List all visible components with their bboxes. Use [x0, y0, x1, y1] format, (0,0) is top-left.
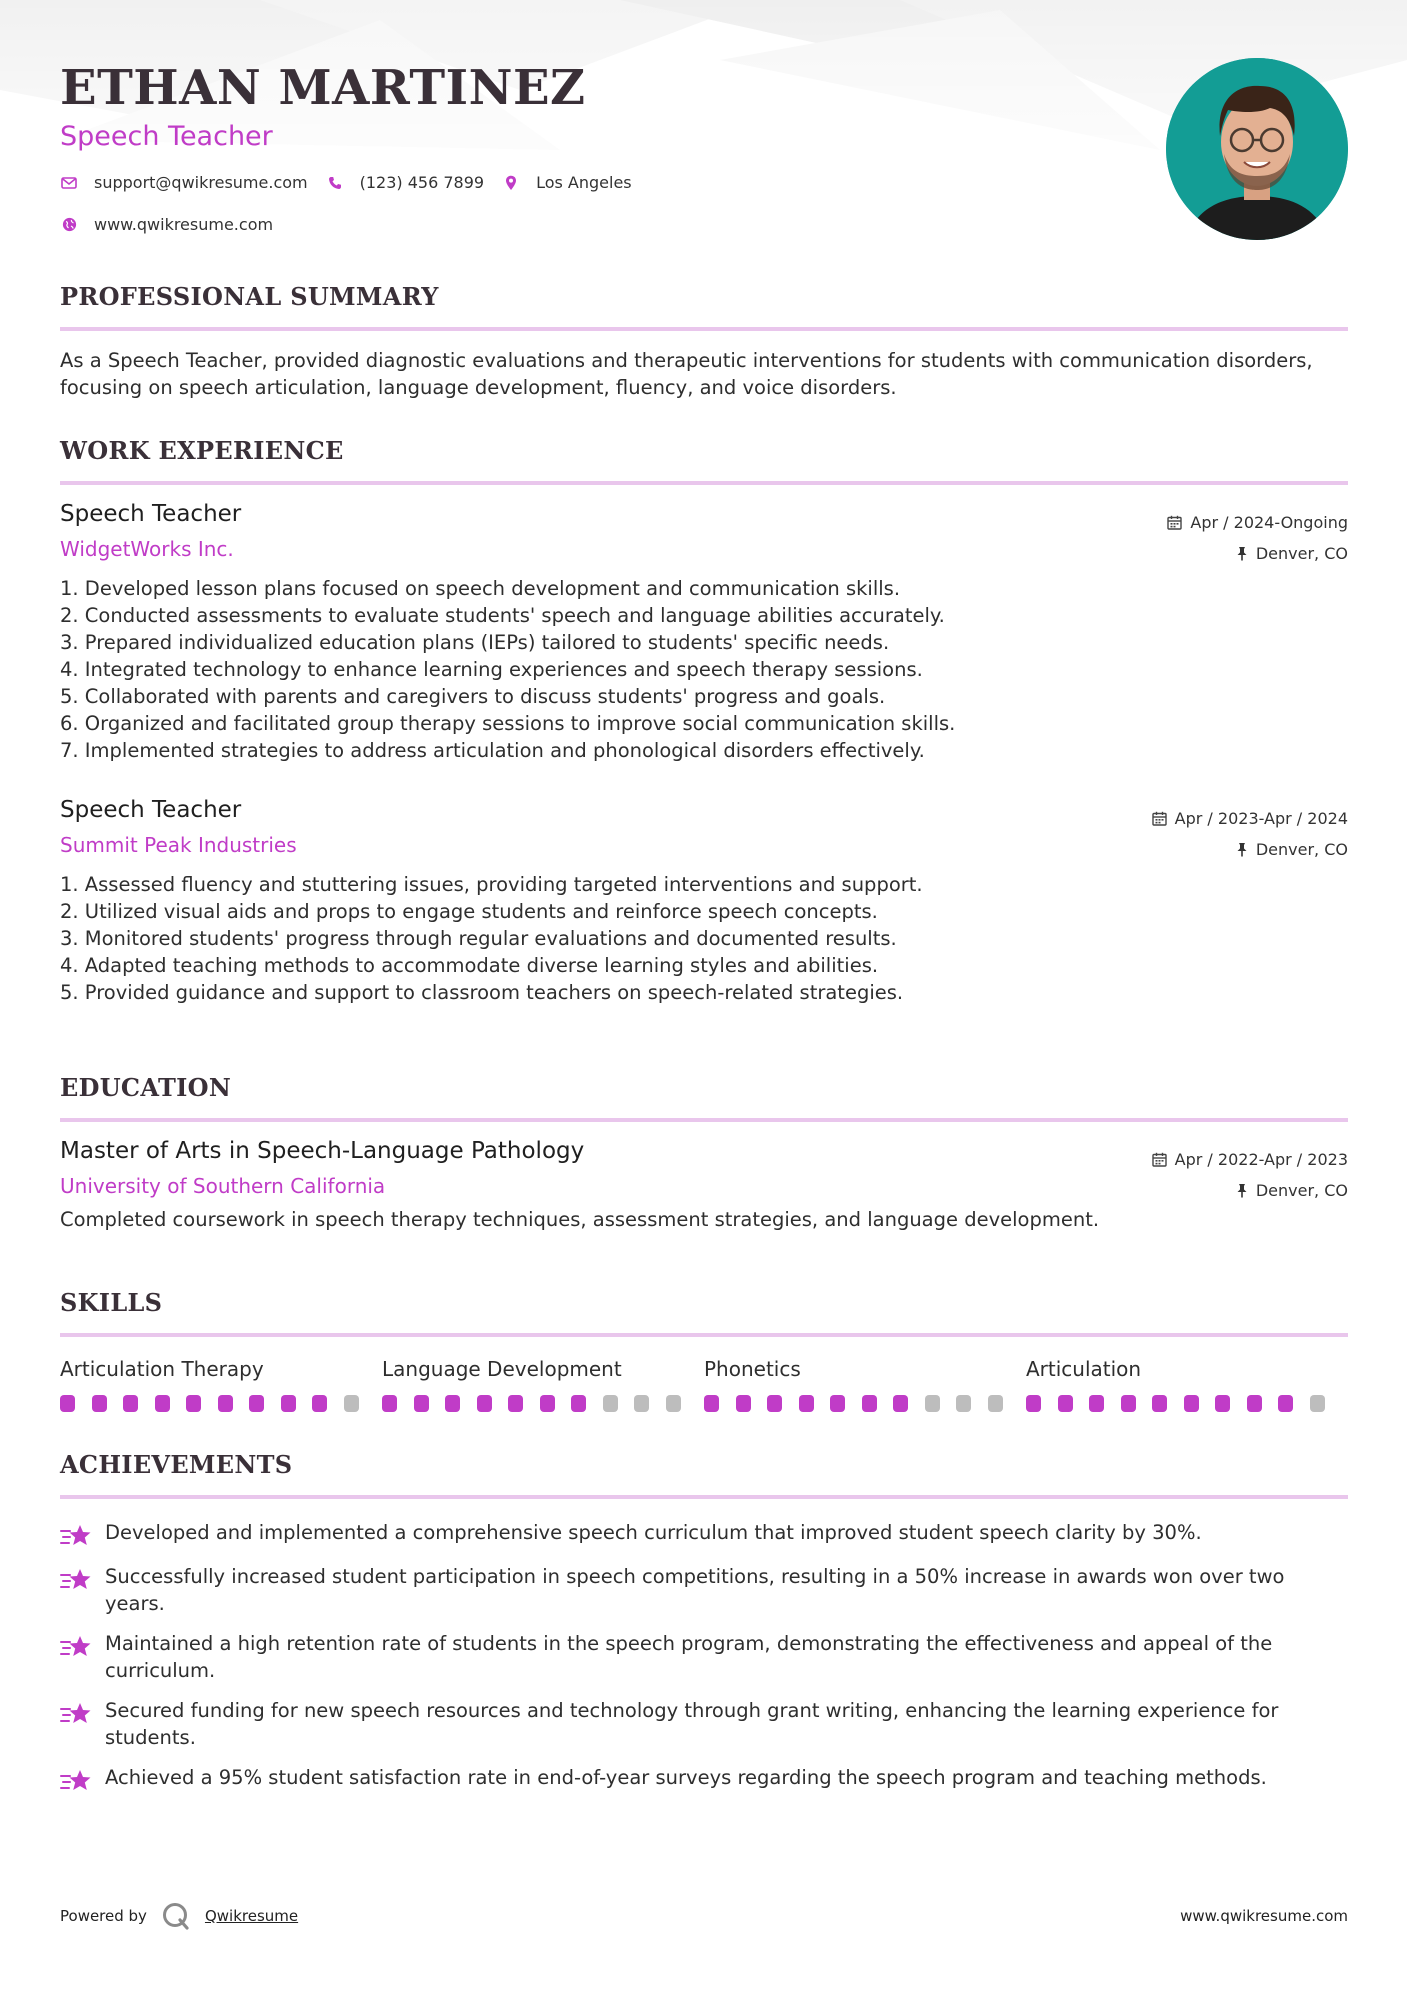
contact-row	[60, 173, 650, 192]
skills-list	[60, 1357, 1348, 1412]
calendar-icon	[1152, 811, 1167, 826]
calendar-icon	[1152, 1152, 1167, 1167]
pushpin-icon	[1236, 1183, 1248, 1198]
skill-item	[1026, 1357, 1348, 1412]
skill-name: Language Development	[382, 1357, 622, 1381]
website-text: www.qwikresume.com	[94, 215, 274, 234]
skill-dot-empty	[666, 1395, 681, 1412]
education-heading: EDUCATION	[60, 1073, 232, 1102]
job-dates: Apr / 2023-Apr / 2024	[1152, 803, 1348, 834]
phone-text: (123) 456 7899	[359, 173, 485, 192]
skill-dot-filled	[736, 1395, 751, 1412]
shooting-star-icon	[60, 1522, 92, 1550]
skill-dot-filled	[704, 1395, 719, 1412]
section-divider	[60, 481, 1348, 485]
achievements-heading: ACHIEVEMENTS	[60, 1450, 293, 1479]
list-item: Achieved a 95% student satisfaction rate in end-of-year surveys regarding the speech program and teaching methods.	[60, 1764, 1348, 1795]
contact-row-website	[60, 215, 291, 234]
achievements-list	[60, 1519, 1348, 1795]
skill-dot-filled	[92, 1395, 107, 1412]
email-text: support@qwikresume.com	[94, 173, 308, 192]
skill-dot-empty	[925, 1395, 940, 1412]
section-divider	[60, 1495, 1348, 1499]
contact-website[interactable]	[60, 215, 273, 234]
skill-rating	[1026, 1395, 1348, 1412]
list-item: 1. Developed lesson plans focused on speech development and communication skills.	[60, 577, 901, 600]
education-location: Denver, CO	[1152, 1175, 1348, 1206]
list-item: Successfully increased student participation in speech competitions, resulting in a 50% increase in awards won over two years.	[60, 1563, 1348, 1617]
contact-location	[502, 173, 632, 192]
skill-dot-filled	[1247, 1395, 1262, 1412]
job-bullets	[60, 871, 1348, 1006]
skill-name: Articulation	[1026, 1357, 1142, 1381]
envelope-icon	[60, 174, 78, 192]
skill-rating	[60, 1395, 382, 1412]
skill-dot-empty	[344, 1395, 359, 1412]
skill-item	[382, 1357, 704, 1412]
skill-dot-filled	[155, 1395, 170, 1412]
summary-heading: PROFESSIONAL SUMMARY	[60, 282, 439, 311]
skill-dot-filled	[1184, 1395, 1199, 1412]
skill-dot-filled	[445, 1395, 460, 1412]
skill-dot-filled	[123, 1395, 138, 1412]
list-item: 4. Integrated technology to enhance learning experiences and speech therapy sessions.	[60, 658, 923, 681]
education-entry	[60, 1138, 1348, 1233]
skill-dot-filled	[414, 1395, 429, 1412]
job-company: WidgetWorks Inc.	[60, 537, 234, 561]
skill-dot-filled	[186, 1395, 201, 1412]
education-meta	[1152, 1144, 1348, 1206]
job-entry	[60, 501, 1348, 764]
skill-dot-filled	[830, 1395, 845, 1412]
list-item: 2. Conducted assessments to evaluate students' speech and language abilities accurately.	[60, 604, 945, 627]
job-title: Speech Teacher	[60, 501, 242, 527]
contact-email[interactable]	[60, 173, 308, 192]
profile-photo	[1166, 58, 1348, 240]
education-dates: Apr / 2022-Apr / 2023	[1152, 1144, 1348, 1175]
experience-heading: WORK EXPERIENCE	[60, 436, 344, 465]
skill-dot-empty	[634, 1395, 649, 1412]
skill-dot-filled	[1058, 1395, 1073, 1412]
skill-dot-filled	[799, 1395, 814, 1412]
skill-rating	[704, 1395, 1026, 1412]
list-item: 6. Organized and facilitated group therapy sessions to improve social communication skills.	[60, 712, 956, 735]
school-name: University of Southern California	[60, 1174, 386, 1198]
powered-by-label: Powered by	[60, 1907, 147, 1925]
skill-dot-filled	[477, 1395, 492, 1412]
experience-section	[60, 436, 1348, 1006]
contact-phone[interactable]	[326, 173, 484, 192]
summary-text: As a Speech Teacher, provided diagnostic evaluations and therapeutic interventions for students with communication disorders, focusing on speech articulation, language development, fluency, and voice disorders.	[60, 349, 1313, 399]
skill-dot-filled	[571, 1395, 586, 1412]
job-entry	[60, 797, 1348, 1006]
job-dates: Apr / 2024-Ongoing	[1167, 507, 1348, 538]
skill-dot-filled	[1278, 1395, 1293, 1412]
degree-title: Master of Arts in Speech-Language Pathology	[60, 1138, 585, 1164]
resume-page	[60, 0, 1348, 1789]
skills-section	[60, 1288, 1348, 1412]
candidate-title: Speech Teacher	[60, 121, 273, 152]
skill-dot-filled	[1026, 1395, 1041, 1412]
list-item: 5. Provided guidance and support to classroom teachers on speech-related strategies.	[60, 981, 904, 1004]
list-item: 5. Collaborated with parents and caregivers to discuss students' progress and goals.	[60, 685, 886, 708]
skill-dot-empty	[1310, 1395, 1325, 1412]
skill-dot-empty	[988, 1395, 1003, 1412]
job-title: Speech Teacher	[60, 797, 242, 823]
skill-dot-filled	[508, 1395, 523, 1412]
list-item: 4. Adapted teaching methods to accommodate diverse learning styles and abilities.	[60, 954, 879, 977]
job-meta	[1167, 507, 1348, 569]
skill-dot-filled	[1121, 1395, 1136, 1412]
footer-website-link[interactable]: www.qwikresume.com	[1180, 1907, 1348, 1925]
job-bullets	[60, 575, 1348, 764]
globe-icon	[60, 216, 78, 234]
skills-heading: SKILLS	[60, 1288, 163, 1317]
shooting-star-icon	[60, 1633, 92, 1661]
skill-dot-filled	[1152, 1395, 1167, 1412]
section-divider	[60, 1118, 1348, 1122]
achievements-section	[60, 1450, 1348, 1808]
skill-dot-empty	[603, 1395, 618, 1412]
shooting-star-icon	[60, 1700, 92, 1728]
list-item: 2. Utilized visual aids and props to engage students and reinforce speech concepts.	[60, 900, 878, 923]
skill-dot-filled	[862, 1395, 877, 1412]
skill-dot-filled	[249, 1395, 264, 1412]
section-divider	[60, 327, 1348, 331]
resume-header	[60, 0, 1348, 270]
skill-item	[704, 1357, 1026, 1412]
list-item: Developed and implemented a comprehensive speech curriculum that improved student speech clarity by 30%.	[60, 1519, 1348, 1550]
location-text: Los Angeles	[536, 173, 632, 192]
phone-icon	[326, 174, 344, 192]
job-location: Denver, CO	[1152, 834, 1348, 865]
shooting-star-icon	[60, 1767, 92, 1795]
map-pin-icon	[502, 174, 520, 192]
skill-dot-filled	[1215, 1395, 1230, 1412]
list-item: Maintained a high retention rate of students in the speech program, demonstrating the effectiveness and appeal of the curriculum.	[60, 1630, 1348, 1684]
skill-item	[60, 1357, 382, 1412]
skill-rating	[382, 1395, 704, 1412]
job-company: Summit Peak Industries	[60, 833, 297, 857]
pushpin-icon	[1236, 842, 1248, 857]
education-section	[60, 1073, 1348, 1233]
job-location: Denver, CO	[1167, 538, 1348, 569]
calendar-icon	[1167, 515, 1182, 530]
skill-dot-filled	[1089, 1395, 1104, 1412]
skill-dot-filled	[312, 1395, 327, 1412]
skill-dot-empty	[956, 1395, 971, 1412]
skill-name: Phonetics	[704, 1357, 801, 1381]
skill-dot-filled	[767, 1395, 782, 1412]
shooting-star-icon	[60, 1566, 92, 1594]
list-item: 1. Assessed fluency and stuttering issues, providing targeted interventions and support.	[60, 873, 923, 896]
section-divider	[60, 1333, 1348, 1337]
list-item: 3. Monitored students' progress through regular evaluations and documented results.	[60, 927, 897, 950]
list-item: 7. Implemented strategies to address articulation and phonological disorders effectively.	[60, 739, 925, 762]
skill-dot-filled	[60, 1395, 75, 1412]
summary-section	[60, 282, 1348, 401]
skill-name: Articulation Therapy	[60, 1357, 264, 1381]
job-meta	[1152, 803, 1348, 865]
page-footer	[60, 1896, 1348, 1936]
skill-dot-filled	[281, 1395, 296, 1412]
education-description: Completed coursework in speech therapy techniques, assessment strategies, and language development.	[60, 1208, 1100, 1231]
list-item: 3. Prepared individualized education plans (IEPs) tailored to students' specific needs.	[60, 631, 890, 654]
skill-dot-filled	[382, 1395, 397, 1412]
pushpin-icon	[1236, 546, 1248, 561]
qwikresume-logo-icon	[161, 1901, 191, 1931]
skill-dot-filled	[218, 1395, 233, 1412]
list-item: Secured funding for new speech resources and technology through grant writing, enhancing the learning experience for students.	[60, 1697, 1348, 1751]
skill-dot-filled	[893, 1395, 908, 1412]
candidate-name: ETHAN MARTINEZ	[60, 60, 586, 116]
skill-dot-filled	[540, 1395, 555, 1412]
qwikresume-link[interactable]: Qwikresume	[204, 1907, 299, 1925]
